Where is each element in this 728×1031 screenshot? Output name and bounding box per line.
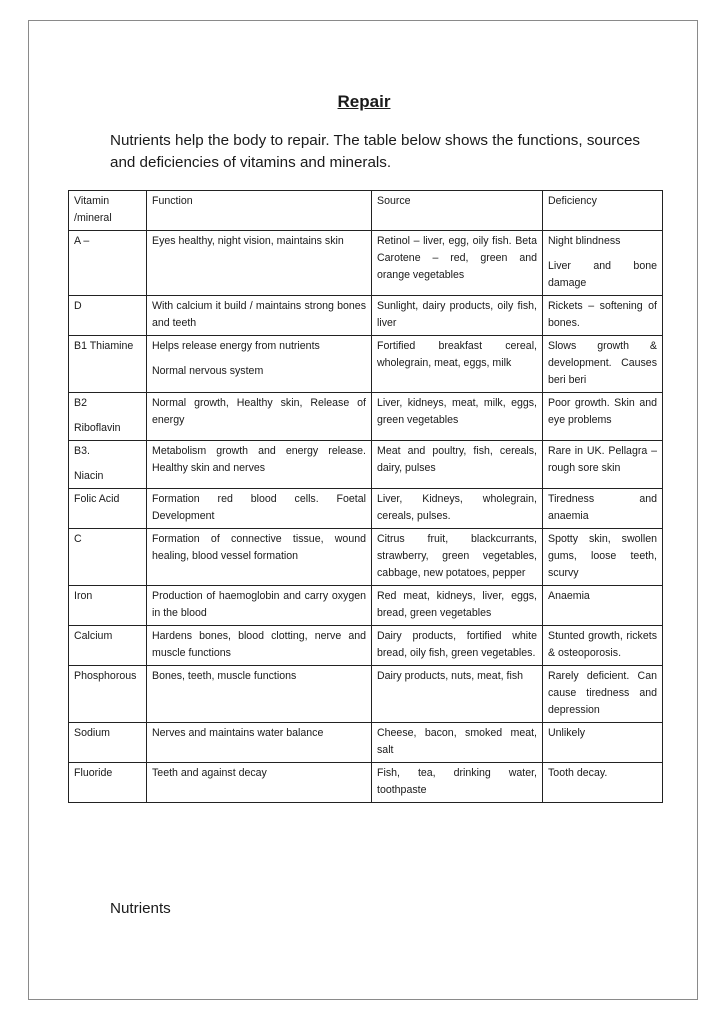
cell-text: Poor growth. Skin and eye problems: [548, 397, 657, 426]
cell-text: Retinol – liver, egg, oily fish. Beta Carotene – red, green and orange vegetables: [377, 235, 537, 281]
table-body: [69, 231, 663, 803]
cell-text: Anaemia: [548, 590, 590, 602]
deficiency-cell: [543, 441, 663, 489]
cell-text: Tiredness and anaemia: [548, 493, 657, 522]
header-deficiency: Deficiency: [543, 191, 663, 231]
function-cell: [147, 763, 372, 803]
deficiency-cell: [543, 296, 663, 336]
cell-text: Metabolism growth and energy release. Healthy skin and nerves: [152, 445, 366, 474]
cell-text: Stunted growth, rickets & osteoporosis.: [548, 630, 657, 659]
cell-text: Liver, kidneys, meat, milk, eggs, green vegetables: [377, 397, 537, 426]
deficiency-cell: [543, 393, 663, 441]
cell-text: Nerves and maintains water balance: [152, 727, 324, 739]
cell-text: Rare in UK. Pellagra – rough sore skin: [548, 445, 657, 474]
table-row: [69, 336, 663, 393]
cell-text: Citrus fruit, blackcurrants, strawberry, green vegetables, cabbage, new potatoes, pepper: [377, 533, 537, 579]
function-cell: [147, 296, 372, 336]
cell-text: Night blindness: [548, 235, 621, 247]
cell-text: B1 Thiamine: [74, 340, 134, 352]
nutrient-name-cell: [69, 626, 147, 666]
cell-text: Sunlight, dairy products, oily fish, liver: [377, 300, 537, 329]
nutrient-name-cell: [69, 666, 147, 723]
nutrient-name-cell: [69, 393, 147, 441]
cell-text: Formation of connective tissue, wound healing, blood vessel formation: [152, 533, 366, 562]
cell-text: Eyes healthy, night vision, maintains skin: [152, 235, 344, 247]
cell-text: Rickets – softening of bones.: [548, 300, 657, 329]
nutrient-name-cell: [69, 441, 147, 489]
cell-text: Cheese, bacon, smoked meat, salt: [377, 727, 537, 756]
nutrient-name-cell: [69, 763, 147, 803]
function-cell: [147, 586, 372, 626]
cell-text: Riboflavin: [74, 422, 121, 434]
cell-text: Fortified breakfast cereal, wholegrain, meat, eggs, milk: [377, 340, 537, 369]
cell-text: Normal growth, Healthy skin, Release of energy: [152, 397, 366, 426]
cell-text: Iron: [74, 590, 93, 602]
nutrient-name-cell: [69, 529, 147, 586]
nutrient-name-cell: [69, 489, 147, 529]
cell-text: Dairy products, fortified white bread, oily fish, green vegetables.: [377, 630, 537, 659]
deficiency-cell: [543, 586, 663, 626]
nutrient-name-cell: [69, 296, 147, 336]
cell-text: C: [74, 533, 82, 545]
cell-text: Unlikely: [548, 727, 586, 739]
source-cell: [372, 666, 543, 723]
cell-text: Formation red blood cells. Foetal Development: [152, 493, 366, 522]
table-row: [69, 441, 663, 489]
table-row: [69, 231, 663, 296]
cell-text: Calcium: [74, 630, 113, 642]
deficiency-cell: [543, 666, 663, 723]
cell-text: Helps release energy from nutrients: [152, 340, 320, 352]
table-header-row: [69, 191, 663, 231]
source-cell: [372, 586, 543, 626]
cell-text: Meat and poultry, fish, cereals, dairy, pulses: [377, 445, 537, 474]
deficiency-cell: [543, 231, 663, 296]
cell-text: B2: [74, 397, 87, 409]
cell-text: Fish, tea, drinking water, toothpaste: [377, 767, 537, 796]
function-cell: [147, 336, 372, 393]
cell-text: Rarely deficient. Can cause tiredness and depression: [548, 670, 657, 716]
function-cell: [147, 489, 372, 529]
header-vitamin-mineral: Vitamin /mineral: [69, 191, 147, 231]
deficiency-cell: [543, 763, 663, 803]
cell-text: Normal nervous system: [152, 365, 264, 377]
cell-text: Liver, Kidneys, wholegrain, cereals, pulses.: [377, 493, 537, 522]
function-cell: [147, 231, 372, 296]
nutrient-name-cell: [69, 586, 147, 626]
cell-text: Fluoride: [74, 767, 113, 779]
function-cell: [147, 529, 372, 586]
cell-text: Sodium: [74, 727, 110, 739]
table-row: [69, 626, 663, 666]
nutrient-name-cell: [69, 723, 147, 763]
page-title: Repair: [337, 92, 391, 111]
table-row: [69, 489, 663, 529]
function-cell: [147, 393, 372, 441]
cell-text: Tooth decay.: [548, 767, 608, 779]
table-row: [69, 529, 663, 586]
deficiency-cell: [543, 529, 663, 586]
deficiency-cell: [543, 336, 663, 393]
cell-text: Dairy products, nuts, meat, fish: [377, 670, 524, 682]
header-function: Function: [147, 191, 372, 231]
table-row: [69, 666, 663, 723]
header-source: Source: [372, 191, 543, 231]
source-cell: [372, 441, 543, 489]
nutrient-name-cell: [69, 231, 147, 296]
cell-text: Production of haemoglobin and carry oxygen in the blood: [152, 590, 366, 619]
cell-text: Liver and bone damage: [548, 260, 657, 289]
source-cell: [372, 393, 543, 441]
cell-text: Teeth and against decay: [152, 767, 267, 779]
function-cell: [147, 723, 372, 763]
source-cell: [372, 336, 543, 393]
table-row: [69, 763, 663, 803]
intro-paragraph: Nutrients help the body to repair. The table below shows the functions, sources and deficiencies of vitamins and minerals.: [110, 132, 640, 171]
cell-text: Folic Acid: [74, 493, 120, 505]
cell-text: B3.: [74, 445, 90, 457]
cell-text: Phosphorous: [74, 670, 137, 682]
source-cell: [372, 231, 543, 296]
table-row: [69, 393, 663, 441]
source-cell: [372, 763, 543, 803]
function-cell: [147, 441, 372, 489]
cell-text: Spotty skin, swollen gums, loose teeth, scurvy: [548, 533, 657, 579]
source-cell: [372, 626, 543, 666]
cell-text: Hardens bones, blood clotting, nerve and muscle functions: [152, 630, 366, 659]
source-cell: [372, 723, 543, 763]
function-cell: [147, 626, 372, 666]
cell-text: Niacin: [74, 470, 104, 482]
source-cell: [372, 296, 543, 336]
deficiency-cell: [543, 723, 663, 763]
table-row: [69, 586, 663, 626]
deficiency-cell: [543, 626, 663, 666]
nutrient-name-cell: [69, 336, 147, 393]
nutrient-table: [68, 190, 663, 803]
deficiency-cell: [543, 489, 663, 529]
cell-text: D: [74, 300, 82, 312]
cell-text: A –: [74, 235, 90, 247]
cell-text: With calcium it build / maintains strong bones and teeth: [152, 300, 366, 329]
footer-text: Nutrients: [110, 900, 171, 917]
cell-text: Slows growth & development. Causes beri beri: [548, 340, 657, 386]
cell-text: Bones, teeth, muscle functions: [152, 670, 297, 682]
source-cell: [372, 489, 543, 529]
table-row: [69, 723, 663, 763]
cell-text: Red meat, kidneys, liver, eggs, bread, green vegetables: [377, 590, 537, 619]
function-cell: [147, 666, 372, 723]
table-row: [69, 296, 663, 336]
source-cell: [372, 529, 543, 586]
